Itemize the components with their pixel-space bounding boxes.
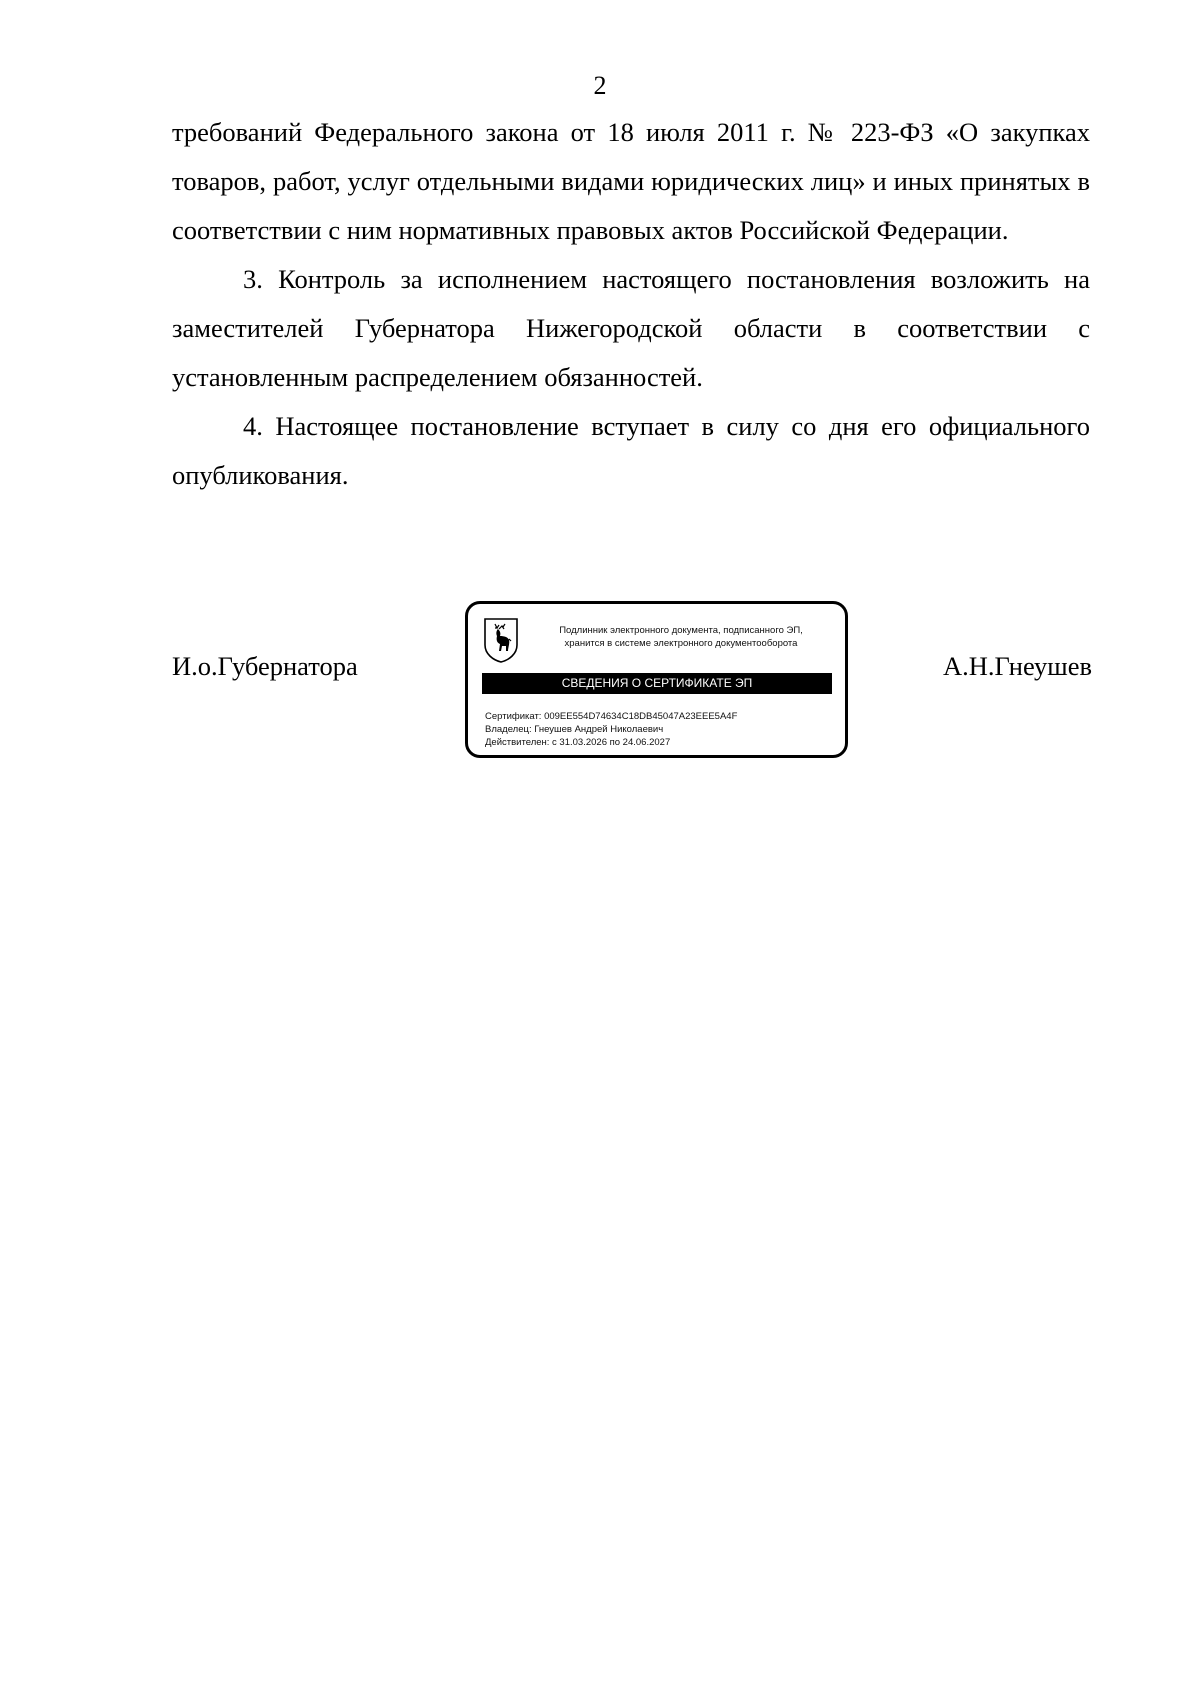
stamp-note-line-2: хранится в системе электронного документооборота — [564, 637, 798, 649]
signer-title: И.о.Губернатора — [172, 651, 358, 681]
certificate-number: Сертификат: 009EE554D74634C18DB45047A23EEE5A4F — [485, 711, 738, 722]
stamp-note-line-1: Подлинник электронного документа, подписанного ЭП, — [559, 625, 803, 636]
certificate-owner: Владелец: Гнеушев Андрей Николаевич — [485, 724, 664, 735]
certificate-validity: Действителен: с 31.03.2026 по 24.06.2027 — [485, 737, 671, 748]
page-number: 2 — [593, 71, 607, 100]
electronic-signature-stamp — [465, 601, 848, 758]
stamp-note — [528, 625, 834, 650]
stamp-details — [485, 710, 737, 749]
deer-emblem-icon — [483, 617, 519, 663]
signer-name: А.Н.Гнеушев — [942, 651, 1092, 681]
document-body — [172, 108, 1090, 500]
paragraph-continuation: требований Федерального закона от 18 июля 2011 г. № 223-ФЗ «О закупках товаров, работ, услуг отдельными видами юридических лиц» и иных принятых в соответствии с ним нормативных правовых актов Российской Федерации. — [172, 117, 1090, 245]
stamp-header-bar: СВЕДЕНИЯ О СЕРТИФИКАТЕ ЭП — [482, 673, 832, 694]
paragraph-effective-clause: 4. Настоящее постановление вступает в силу со дня его официального опубликования. — [172, 411, 1090, 490]
paragraph-control-clause: 3. Контроль за исполнением настоящего постановления возложить на заместителей Губернатора Нижегородской области в соответствии с установленным распределением обязанностей. — [172, 264, 1090, 392]
